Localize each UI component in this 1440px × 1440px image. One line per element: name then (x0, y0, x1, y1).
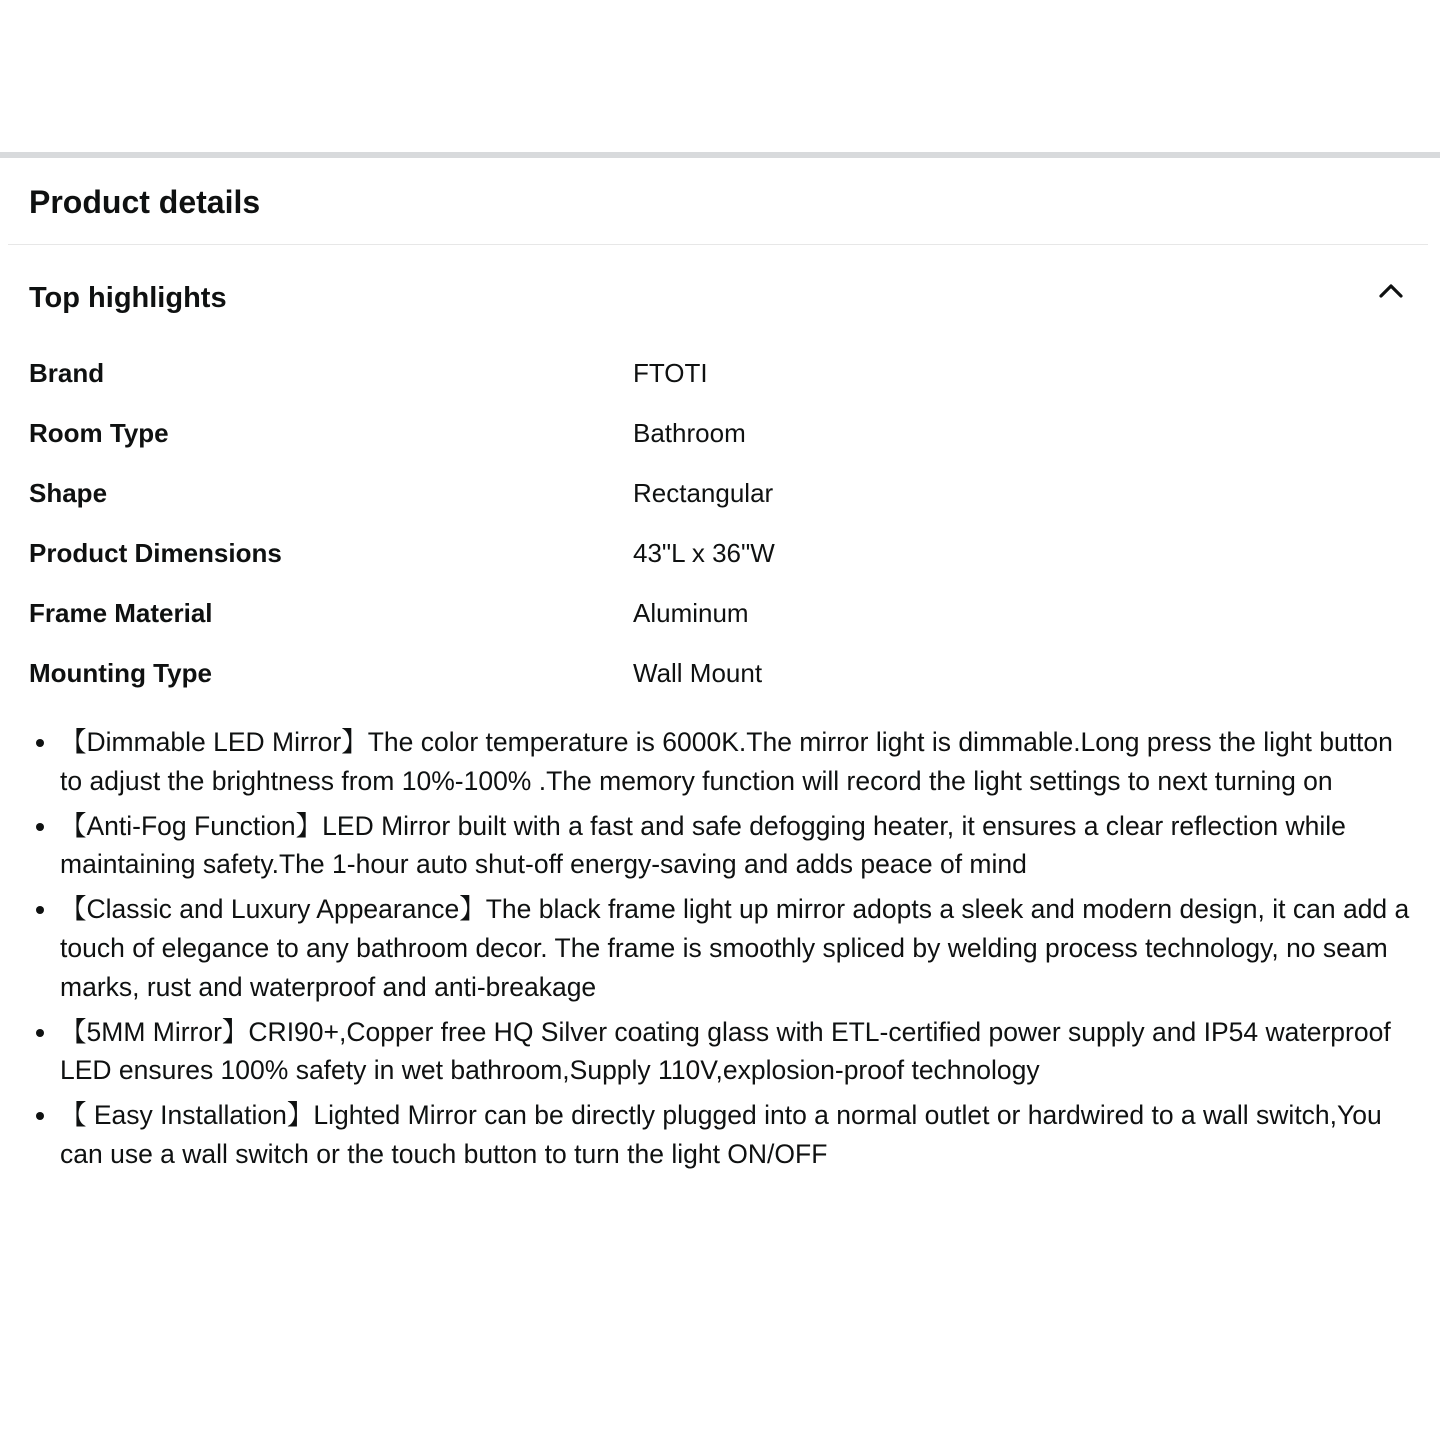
section-title: Top highlights (29, 282, 227, 314)
bullet-text: 【 Easy Installation】Lighted Mirror can be directly plugged into a normal outlet or hardwired to a wall switch,You can use a wall switch or the touch button to turn the light ON/OFF (60, 1100, 1382, 1169)
section-separator-band (0, 152, 1440, 158)
row-label: Mounting Type (29, 658, 212, 688)
row-label: Brand (29, 358, 105, 388)
table-row (29, 420, 1411, 447)
row-label: Frame Material (29, 598, 213, 628)
collapse-section-button[interactable] (1378, 282, 1404, 300)
highlights-table (29, 360, 1411, 687)
product-details-card (0, 182, 1440, 1174)
row-value: Wall Mount (633, 658, 763, 688)
bullet-dot (36, 739, 44, 747)
row-value: Aluminum (633, 598, 749, 628)
table-row (29, 660, 1411, 687)
bullet-text: 【Dimmable LED Mirror】The color temperature is 6000K.The mirror light is dimmable.Long press the light button to adjust the brightness from 10%-100% .The memory function will record the light settings to next turning on (60, 727, 1393, 796)
list-item (29, 1096, 1411, 1174)
page-title: Product details (29, 184, 261, 220)
row-label: Room Type (29, 418, 169, 448)
list-item (29, 807, 1411, 885)
table-row (29, 600, 1411, 627)
row-value: FTOTI (633, 358, 708, 388)
row-value: Bathroom (633, 418, 746, 448)
table-row (29, 360, 1411, 387)
list-item (29, 890, 1411, 1006)
top-highlights-header (29, 280, 1411, 316)
row-label: Shape (29, 478, 108, 508)
row-value: 43"L x 36"W (633, 538, 775, 568)
bullet-text: 【5MM Mirror】CRI90+,Copper free HQ Silver coating glass with ETL-certified power supply and IP54 waterproof LED ensures 100% safety in wet bathroom,Supply 110V,explosion-proof technology (60, 1016, 1391, 1086)
bullet-dot (36, 1112, 44, 1120)
bullet-text: 【Classic and Luxury Appearance】The black frame light up mirror adopts a sleek and modern design, it can add a touch of elegance to any bathroom decor. The frame is smoothly spliced by welding process technology, no seam marks, rust and waterproof and anti-breakage (60, 894, 1410, 1002)
bullet-dot (36, 906, 44, 914)
table-row (29, 480, 1411, 507)
row-value: Rectangular (633, 478, 774, 508)
divider (8, 244, 1428, 245)
table-row (29, 540, 1411, 567)
feature-bullet-list (29, 723, 1411, 1174)
bullet-dot (36, 823, 44, 831)
list-item (29, 1013, 1411, 1091)
list-item (29, 723, 1411, 801)
row-label: Product Dimensions (29, 538, 282, 568)
bullet-dot (36, 1029, 44, 1037)
bullet-text: 【Anti-Fog Function】LED Mirror built with a fast and safe defogging heater, it ensures a clear reflection while maintaining safety.The 1-hour auto shut-off energy-saving and adds peace of mind (60, 810, 1346, 880)
top-whitespace (0, 0, 1440, 152)
chevron-up-icon (1378, 282, 1404, 300)
